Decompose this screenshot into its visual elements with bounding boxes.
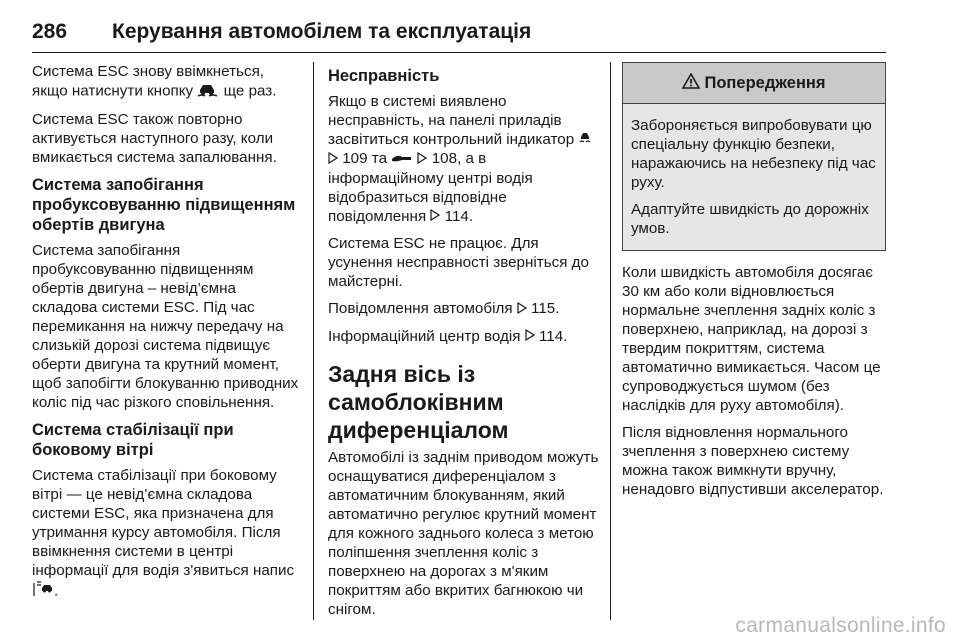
paragraph: Система ESC знову ввімкнеться, якщо натиснути кнопку ще раз. xyxy=(32,62,300,102)
page-header xyxy=(32,20,886,53)
section-heading: Система стабілізації при боковому вітрі xyxy=(32,421,234,459)
page-ref[interactable]: 109 xyxy=(342,150,368,168)
column-3 xyxy=(622,62,886,507)
esc-off-icon xyxy=(391,150,413,169)
column-1 xyxy=(32,62,300,611)
warning-header xyxy=(623,63,885,104)
warning-body xyxy=(623,104,885,250)
column-2 xyxy=(328,62,604,627)
skid-indicator-icon xyxy=(578,130,592,149)
ref-triangle-icon xyxy=(417,150,427,169)
ref-triangle-icon xyxy=(525,327,535,346)
column-divider xyxy=(610,62,611,620)
paragraph: Система ESC не працює. Для усунення несправності зверніться до майстерні. xyxy=(328,235,589,291)
paragraph: Система ESC також повторно активується наступного разу, коли вмикається система запалювання. xyxy=(32,111,277,166)
paragraph: Після відновлення нормального зчеплення з поверхнею систему можна також вимкнути вручну, ненадовго відпустивши акселератор. xyxy=(622,424,884,498)
ref-triangle-icon xyxy=(517,300,527,319)
paragraph: Якщо в системі виявлено несправність, на панелі приладів засвітиться контрольний індикатор 109 та 108, а в інформаційному центрі водія відобразиться відповідне повідомлення 114. xyxy=(328,92,604,226)
page-ref[interactable]: 114 xyxy=(538,327,564,345)
warning-box xyxy=(622,62,886,251)
section-heading: Система запобігання пробуксовуванню підвищенням обертів двигуна xyxy=(32,176,296,234)
ref-triangle-icon xyxy=(328,150,338,169)
warning-triangle-icon xyxy=(682,73,700,94)
section-heading: Несправність xyxy=(328,67,440,85)
paragraph: Коли швидкість автомобіля досягає 30 км або коли відновлюється нормальне зчеплення задніх коліс з поверхнею, наприклад, на дорозі з твердим покриттям, система автоматично вимикається. Часом це супроводжується шумом (без наслідків для руху автомобіля). xyxy=(622,264,881,414)
paragraph: Інформаційний центр водія 114. xyxy=(328,327,568,345)
skid-car-icon xyxy=(197,81,219,102)
crosswind-icon xyxy=(32,580,54,603)
chapter-heading: Задня вісь із самоблоківним диференціалом xyxy=(328,361,509,444)
paragraph: Система запобігання пробуксовуванню підвищенням обертів двигуна – невід’ємна складова системи ESC. Під час перемикання на нижчу передачу на слизькій дорозі система підвищує оберти двигуна та крутний момент, щоб запобігти блокуванню приводних коліс під час різкого сповільнення. xyxy=(32,242,299,411)
ref-triangle-icon xyxy=(430,207,440,226)
page-ref[interactable]: 115 xyxy=(531,300,556,318)
page-ref[interactable]: 108 xyxy=(431,150,458,168)
paragraph: Система стабілізації при боковому вітрі — це невід’ємна складова системи ESC, яка призначена для утримання курсу автомобіля. Після ввімкнення системи в центрі інформації для водія з'явиться напис . xyxy=(32,466,300,603)
page-title: Керування автомобілем та експлуатація xyxy=(112,20,532,43)
column-divider xyxy=(313,62,314,620)
warning-text: Адаптуйте швидкість до дорожніх умов. xyxy=(631,201,869,237)
page-number: 286 xyxy=(32,20,68,43)
paragraph: Повідомлення автомобіля 115. xyxy=(328,300,560,318)
watermark: carmanualsonline.info xyxy=(735,614,946,637)
page-ref[interactable]: 114 xyxy=(444,207,469,225)
warning-title: Попередження xyxy=(704,73,826,92)
warning-text: Забороняється випробовувати цю спеціальну функцію безпеки, наражаючись на небезпеку під час руху. xyxy=(631,117,876,191)
paragraph: Автомобілі із заднім приводом можуть оснащуватися диференціалом з автоматичним блокуванням, який автоматично регулює крутний момент для кожного заднього колеса з метою поліпшення зчеплення коліс з поверхнею на дорогах з м'яким покриттям або вкритих багнюкою чи снігом. xyxy=(328,449,599,619)
